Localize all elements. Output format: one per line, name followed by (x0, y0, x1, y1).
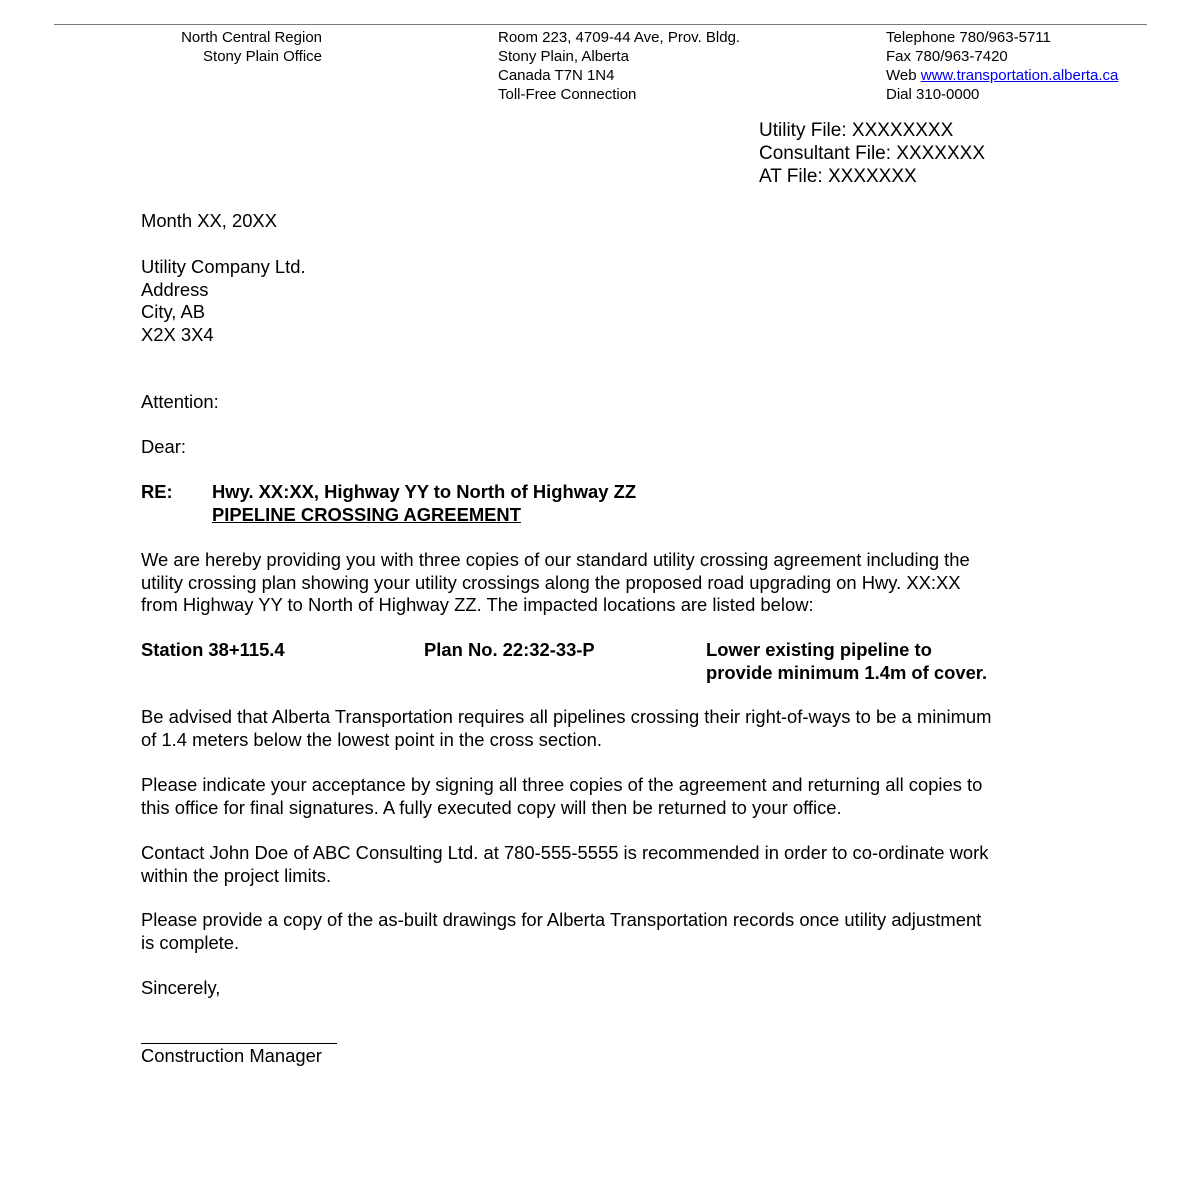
fax: Fax 780/963-7420 (886, 48, 1008, 65)
paragraph-line: this office for final signatures. A fully executed copy will then be returned to your office. (141, 796, 842, 818)
letter-date: Month XX, 20XX (141, 210, 277, 231)
header-contact (886, 28, 1118, 104)
paragraph-line: Be advised that Alberta Transportation requires all pipelines crossing their right-of-ways to be a minimum (141, 706, 992, 727)
paragraph-line: from Highway YY to North of Highway ZZ. The impacted locations are listed below: (141, 594, 814, 615)
paragraph-line: Please indicate your acceptance by signing all three copies of the agreement and returning all copies to (141, 774, 983, 795)
closing: Sincerely, (141, 977, 221, 998)
dial: Dial 310-0000 (886, 86, 980, 103)
recipient-line: City, AB (141, 301, 206, 322)
web-label: Web (886, 67, 921, 84)
paragraph-intro (141, 549, 1071, 617)
signer-title: Construction Manager (141, 1045, 322, 1066)
paragraph-line: Contact John Doe of ABC Consulting Ltd. at 780-555-5555 is recommended in order to co-ordinate work (141, 842, 989, 863)
website-link[interactable]: www.transportation.alberta.ca (920, 67, 1119, 84)
paragraph-requirement (141, 706, 1071, 751)
paragraph-line: is complete. (141, 931, 240, 953)
at-file: AT File: XXXXXXX (759, 166, 917, 187)
paragraph-line: Please provide a copy of the as-built drawings for Alberta Transportation records once utility adjustment (141, 909, 982, 930)
paragraph-line: within the project limits. (141, 864, 332, 886)
re-label: RE: (141, 481, 173, 502)
salutation: Dear: (141, 436, 186, 457)
telephone: Telephone 780/963-5711 (886, 29, 1051, 46)
address-line: Toll-Free Connection (498, 86, 637, 103)
file-references (759, 119, 985, 188)
region-name: North Central Region (181, 29, 322, 46)
action-line: Lower existing pipeline to (706, 639, 932, 660)
recipient-line: X2X 3X4 (141, 323, 214, 345)
location-action (706, 639, 987, 684)
paragraph-line: We are hereby providing you with three copies of our standard utility crossing agreement including the (141, 549, 970, 570)
header-address (498, 28, 740, 104)
recipient-line: Utility Company Ltd. (141, 256, 306, 277)
station-number: Station 38+115.4 (141, 639, 285, 660)
address-line: Canada T7N 1N4 (498, 67, 615, 84)
paragraph-as-built (141, 909, 1071, 954)
re-title: PIPELINE CROSSING AGREEMENT (212, 503, 521, 525)
address-line: Room 223, 4709-44 Ave, Prov. Bldg. (498, 29, 741, 46)
paragraph-line: utility crossing plan showing your utility crossings along the proposed road upgrading on Hwy. XX:XX (141, 571, 961, 593)
attention-line: Attention: (141, 391, 219, 412)
address-line: Stony Plain, Alberta (498, 48, 629, 65)
action-line: provide minimum 1.4m of cover. (706, 661, 988, 683)
utility-file: Utility File: XXXXXXXX (759, 120, 954, 141)
plan-number: Plan No. 22:32-33-P (424, 639, 595, 660)
paragraph-line: of 1.4 meters below the lowest point in the cross section. (141, 728, 603, 750)
paragraph-contact (141, 842, 1071, 887)
recipient-line: Address (141, 278, 209, 300)
header-office (150, 28, 322, 66)
office-name: Stony Plain Office (203, 48, 322, 65)
re-subject: Hwy. XX:XX, Highway YY to North of Highway ZZ (212, 481, 637, 502)
consultant-file: Consultant File: XXXXXXX (759, 143, 985, 164)
web (886, 66, 1118, 85)
signature-line (141, 1043, 337, 1044)
recipient-address (141, 256, 1071, 346)
header-rule (54, 24, 1147, 25)
paragraph-acceptance (141, 774, 1071, 819)
